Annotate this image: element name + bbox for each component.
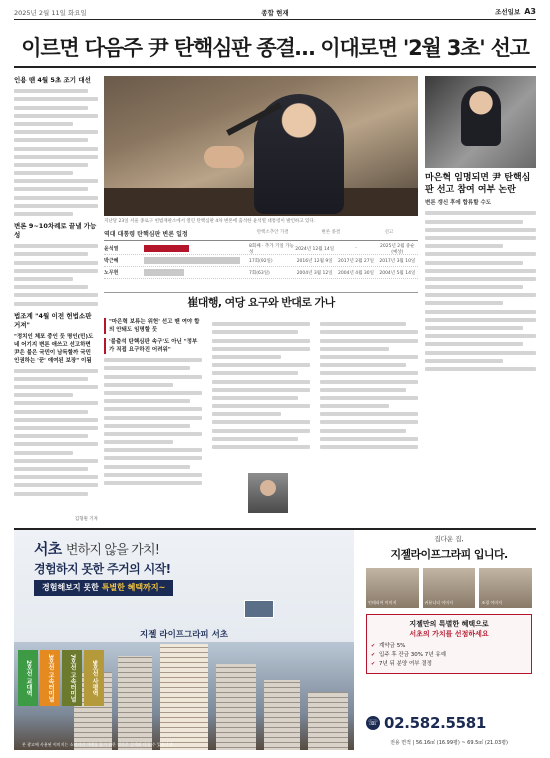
ad-phone-row[interactable] — [366, 714, 532, 732]
ad-image-grid — [366, 568, 532, 608]
ad-city-rendering — [14, 642, 354, 750]
ad-right-intro: 집다운 집, — [434, 535, 464, 543]
table-cell: 2017년 3월 10일 — [379, 258, 416, 264]
bar-label: 8회째 · 추가 기일 가능성 — [249, 243, 294, 255]
table-header-row — [104, 229, 418, 241]
ad-area-info: 전용 면적 | 56.16㎡ (16.99평) ~ 69.5㎡ (21.03평) — [390, 740, 508, 746]
phone-icon: ☏ — [366, 716, 380, 730]
ad-image-label: 인테리어 이미지 — [368, 600, 397, 605]
table-row — [104, 267, 418, 279]
ad-benefit-item: ✔ 계약금 5% — [371, 642, 527, 651]
subway-tag: 3호선 고속터미널 — [40, 650, 60, 706]
table-row — [104, 243, 418, 255]
subway-tag: 7호선 고속터미널 — [62, 650, 82, 706]
row-name: 윤석열 — [104, 246, 119, 252]
row-name: 노무현 — [104, 270, 119, 276]
paper-page — [495, 7, 536, 16]
ad-benefit-item: ✔ 7년 뒤 분양 여부 결정 — [371, 660, 527, 669]
sidebar-block-2 — [14, 222, 98, 306]
ad-headline-tagline: 변하지 않을 가치! — [65, 543, 160, 558]
ad-phone-number[interactable]: 02.582.5581 — [384, 714, 487, 732]
table-cell: 2004년 4월 30일 — [338, 270, 374, 276]
ad-image-tile — [366, 568, 419, 608]
right-column-photo — [425, 76, 536, 168]
brand-logo-icon — [244, 600, 274, 618]
ad-right-panel — [362, 530, 536, 750]
ad-image-tile — [479, 568, 532, 608]
table-col-header: 선고 — [384, 230, 394, 235]
ad-headline-2: 경험하지 못한 주거의 시작! — [34, 562, 171, 576]
sub-story-column-3 — [320, 318, 418, 524]
pull-quote-1: "마은혁 보류는 위헌' 선고 땐 여야 합의 안돼도 임명할 듯 — [104, 318, 202, 334]
issue-date: 2025년 2월 11일 화요일 — [14, 9, 87, 17]
sidebar-subhead-2: 변론 9~10차례로 끝낼 가능성 — [14, 222, 97, 239]
ad-benefit-title-2: 서초의 가치를 선점하세요 — [409, 630, 489, 638]
subway-tag: 2호선 교대역 — [18, 650, 38, 706]
ad-headline-1 — [34, 538, 159, 559]
sidebar-block-1 — [14, 76, 98, 216]
table-cell: - — [355, 246, 357, 251]
pull-quote-2: '불출석 탄핵심판 속구'도 아닌 "정부가 직접 요구하진 어려워" — [104, 338, 202, 354]
ad-right-title: 지젤라이프그라피 입니다. — [390, 548, 508, 561]
table-title: 역대 대통령 탄핵심판 변론 일정 — [104, 231, 188, 238]
table-cell: 2017년 2월 27일 — [338, 258, 374, 264]
bar-label: 7회(63일) — [249, 270, 270, 276]
sidebar-block-3 — [14, 312, 98, 496]
table-cell: 2024년 12월 14일 — [295, 246, 335, 252]
table-cell: 2025년 2월 중순 (예상) — [380, 243, 415, 255]
sub-story-column-1 — [104, 318, 202, 524]
sidebar-subhead-1: 인용 땐 4월 5초 조기 대선 — [14, 76, 91, 84]
sub-headline[interactable]: 崔대행, 여당 요구와 반대로 가나 — [104, 292, 418, 312]
ad-benefit-title-1: 지젤만의 특별한 혜택으로 — [409, 620, 489, 628]
ad-disclaimer: 본 광고에 사용된 이미지는 소비자의 이해를 돕기 위한 것으로 실제와 다를 수 있습니다. — [22, 742, 174, 747]
sidebar-subhead-4: "정치인 체포 중인 듯 명인(민)도네 어기지 변론 애쓰고 선고하면 尹은 불은 국민이 남득할까 국민 인권하는 '꾼' 얘여된 보장" 이됨 — [14, 333, 94, 364]
acting-president-photo — [248, 473, 288, 513]
hearing-count-bar — [144, 245, 189, 252]
table-cell: 2004년 3월 12일 — [296, 270, 333, 276]
photo-caption: 지난달 23일 서울 종로구 헌법재판소에서 열린 탄핵심판 4차 변론에 출석한 윤석열 대통령이 발언하고 있다. — [104, 219, 316, 224]
right-headline[interactable]: 마은혁 임명되면 尹 탄핵심판 선고 참여 여부 논란 — [425, 173, 531, 195]
ad-ribbon-highlight: 특별한 혜택까지~ — [101, 583, 166, 592]
hearing-count-bar — [144, 257, 240, 264]
table-cell: 2016년 12월 9일 — [296, 258, 333, 264]
bar-label: 17회(92일) — [249, 258, 273, 264]
impeachment-schedule-table — [104, 229, 418, 287]
sidebar-subhead-3: 법조계 "4월 이전 헌법소판 거져" — [14, 311, 92, 329]
ad-left-panel — [14, 530, 354, 750]
table-col-header: 탄핵소추안 가결 — [256, 230, 289, 235]
main-photo[interactable] — [104, 76, 418, 216]
paper-name: 조선일보 — [495, 8, 521, 16]
sub-story-body — [104, 318, 418, 524]
hearing-count-bar — [144, 269, 184, 276]
section-name: 종합 현재 — [261, 9, 289, 17]
ad-benefit-item: ✔ 입주 후 잔금 30% 7년 유예 — [371, 651, 527, 660]
ad-headline-location: 서초 — [34, 540, 62, 558]
real-estate-advertisement[interactable] — [14, 528, 536, 750]
masthead — [14, 6, 536, 20]
ad-image-label: 커뮤니티 이미지 — [424, 600, 453, 605]
right-subhead: 변론 갱신 후에 합류할 수도 — [425, 200, 492, 206]
sidebar-column — [14, 76, 98, 524]
subway-tag: 9호선 사평역 — [84, 650, 104, 706]
ad-brand-name: 지젤 라이프그라피 서초 — [139, 630, 229, 640]
row-name: 박근혜 — [104, 258, 119, 264]
ad-ribbon — [34, 580, 173, 596]
page-number: A3 — [524, 7, 536, 16]
ad-ribbon-prefix: 경험해보지 못한 — [42, 583, 99, 592]
photo-hand — [204, 146, 244, 168]
ad-image-tile — [423, 568, 476, 608]
table-col-header: 변론 종결 — [321, 230, 341, 235]
sidebar-byline: 김형원 기자 — [74, 516, 98, 522]
table-row — [104, 255, 418, 267]
right-column — [425, 76, 536, 524]
ad-image-label: 조경 이미지 — [481, 600, 502, 605]
ad-benefit-box — [366, 614, 532, 674]
main-headline[interactable]: 이르면 다음주 尹 탄핵심판 종결… 이대로면 '2월 3초' 선고 — [14, 28, 536, 68]
table-cell: 2004년 5월 14일 — [379, 270, 416, 276]
